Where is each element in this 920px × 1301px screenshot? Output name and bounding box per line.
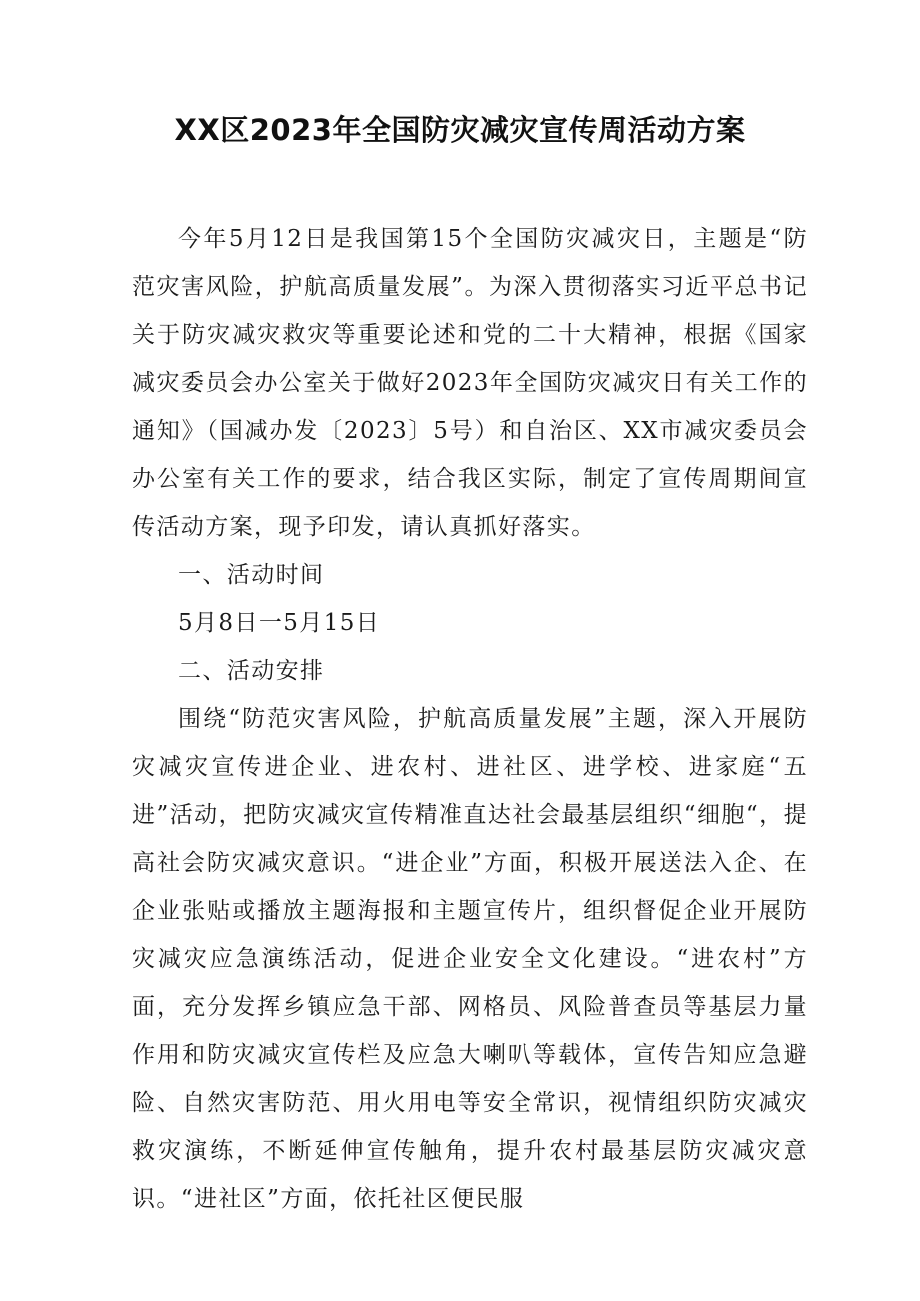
document-title: XX区2023年全国防灾减灾宣传周活动方案 [174,113,746,147]
intro-paragraph: 今年5月12日是我国第15个全国防灾减灾日，主题是“防范灾害风险，护航高质量发展”。为深入贯彻落实习近平总书记关于防灾减灾救灾等重要论述和党的二十大精神，根据《国家减灾委员会办公室关于做好2023年全国防灾减灾日有关工作的通知》（国减办发〔2023〕5号）和自治区、XX市减灾委员会办公室有关工作的要求，结合我区实际，制定了宣传周期间宣传活动方案，现予印发，请认真抓好落实。 [132,226,808,540]
arrangement-paragraph: 围绕“防范灾害风险，护航高质量发展”主题，深入开展防灾减灾宣传进企业、进农村、进社区、进学校、进家庭“五进”活动，把防灾减灾宣传精准直达社会最基层组织“细胞“，提高社会防灾减灾意识。“进企业”方面，积极开展送法入企、在企业张贴或播放主题海报和主题宣传片，组织督促企业开展防灾减灾应急演练活动，促进企业安全文化建设。“进农村”方面，充分发挥乡镇应急干部、网格员、风险普查员等基层力量作用和防灾减灾宣传栏及应急大喇叭等载体，宣传告知应急避险、自然灾害防范、用火用电等安全常识，视情组织防灾减灾救灾演练，不断延伸宣传触角，提升农村最基层防灾减灾意识。“进社区”方面，依托社区便民服 [132,706,808,1212]
activity-date-range: 5月8日一5月15日 [178,610,381,636]
section-heading-activity-time: 一、活动时间 [178,562,325,588]
section-heading-activity-arrangement: 二、活动安排 [178,658,325,684]
document-body [132,215,808,1223]
